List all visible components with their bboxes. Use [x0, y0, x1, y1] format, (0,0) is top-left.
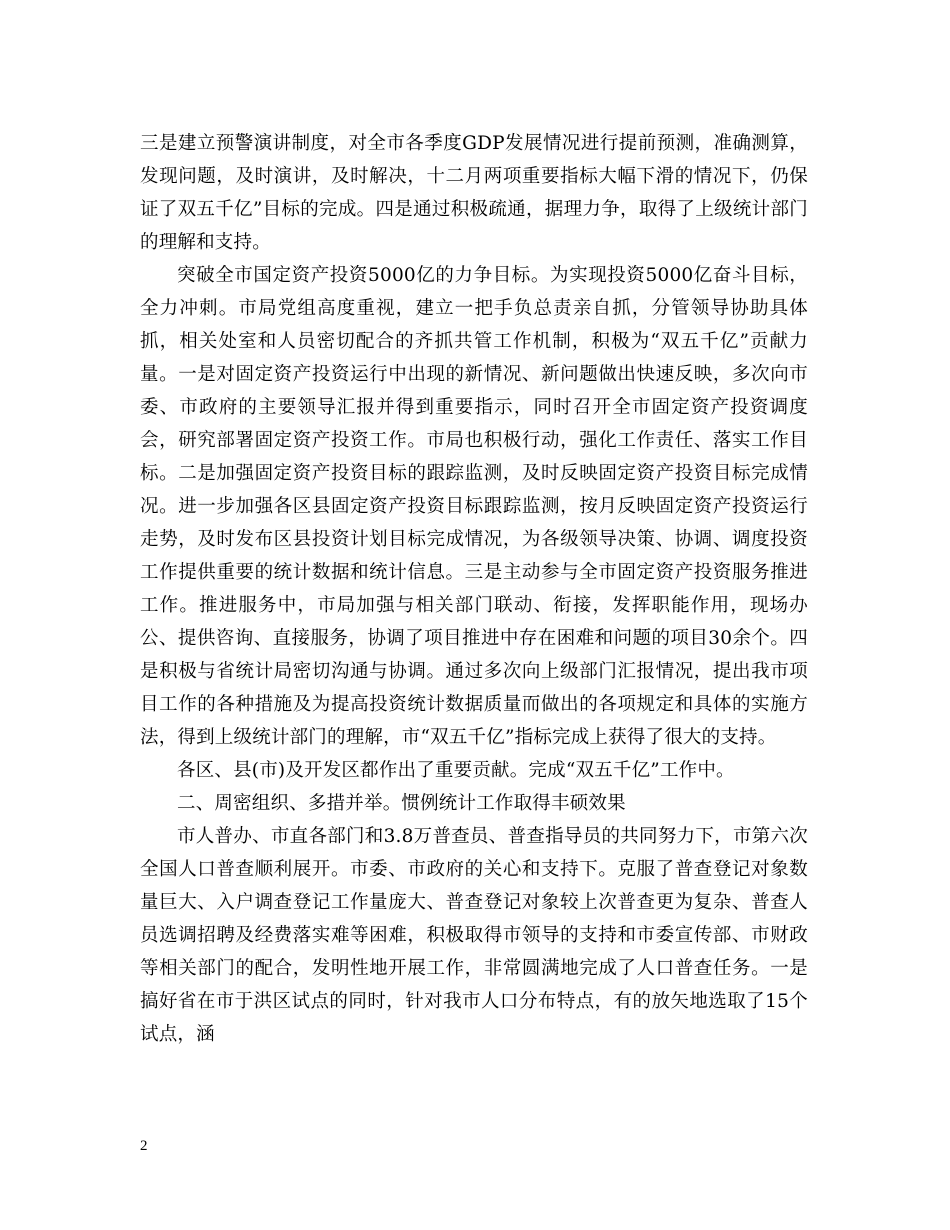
- document-body: [140, 127, 808, 1051]
- paragraph-early-warning: 三是建立预警演讲制度，对全市各季度GDP发展情况进行提前预测，准确测算，发现问题，及时演讲，及时解决，十二月两项重要指标大幅下滑的情况下，仍保证了双五千亿”目标的完成。四是通过积极疏通，据理力争，取得了上级统计部门的理解和支持。: [140, 133, 808, 253]
- page-number: 2: [140, 1138, 148, 1154]
- paragraph-fixed-asset-investment: 突破全市国定资产投资5000亿的力争目标。为实现投资5000亿奋斗目标，全力冲刺。市局党组高度重视，建立一把手负总责亲自抓，分管领导协助具体抓，相关处室和人员密切配合的齐抓共管工作机制，积极为“双五千亿”贡献力量。一是对固定资产投资运行中出现的新情况、新问题做出快速反映，多次向市委、市政府的主要领导汇报并得到重要指示，同时召开全市固定资产投资调度会，研究部署固定资产投资工作。市局也积极行动，强化工作责任、落实工作目标。二是加强固定资产投资目标的跟踪监测，及时反映固定资产投资目标完成情况。进一步加强各区县固定资产投资目标跟踪监测，按月反映固定资产投资运行走势，及时发布区县投资计划目标完成情况，为各级领导决策、协调、调度投资工作提供重要的统计数据和统计信息。三是主动参与全市固定资产投资服务推进工作。推进服务中，市局加强与相关部门联动、衔接，发挥职能作用，现场办公、提供咨询、直接服务，协调了项目推进中存在困难和问题的项目30余个。四是积极与省统计局密切沟通与协调。通过多次向上级部门汇报情况，提出我市项目工作的各种措施及为提高投资统计数据质量而做出的各项规定和具体的实施方法，得到上级统计部门的理解，市“双五千亿”指标完成上获得了很大的支持。: [140, 265, 808, 748]
- paragraph-district-contribution: 各区、县(市)及开发区都作出了重要贡献。完成“双五千亿”工作中。: [177, 760, 735, 781]
- section-heading-two: 二、周密组织、多措并举。惯例统计工作取得丰硕效果: [177, 793, 626, 814]
- paragraph-population-census: 市人普办、市直各部门和3.8万普查员、普查指导员的共同努力下，市第六次全国人口普查顺利展开。市委、市政府的关心和支持下。克服了普查登记对象数量巨大、入户调查登记工作量庞大、普查登记对象较上次普查更为复杂、普查人员选调招聘及经费落实难等困难，积极取得市领导的支持和市委宣传部、市财政等相关部门的配合，发明性地开展工作，非常圆满地完成了人口普查任务。一是搞好省在市于洪区试点的同时，针对我市人口分布特点，有的放矢地选取了15个试点，涵: [140, 826, 808, 1045]
